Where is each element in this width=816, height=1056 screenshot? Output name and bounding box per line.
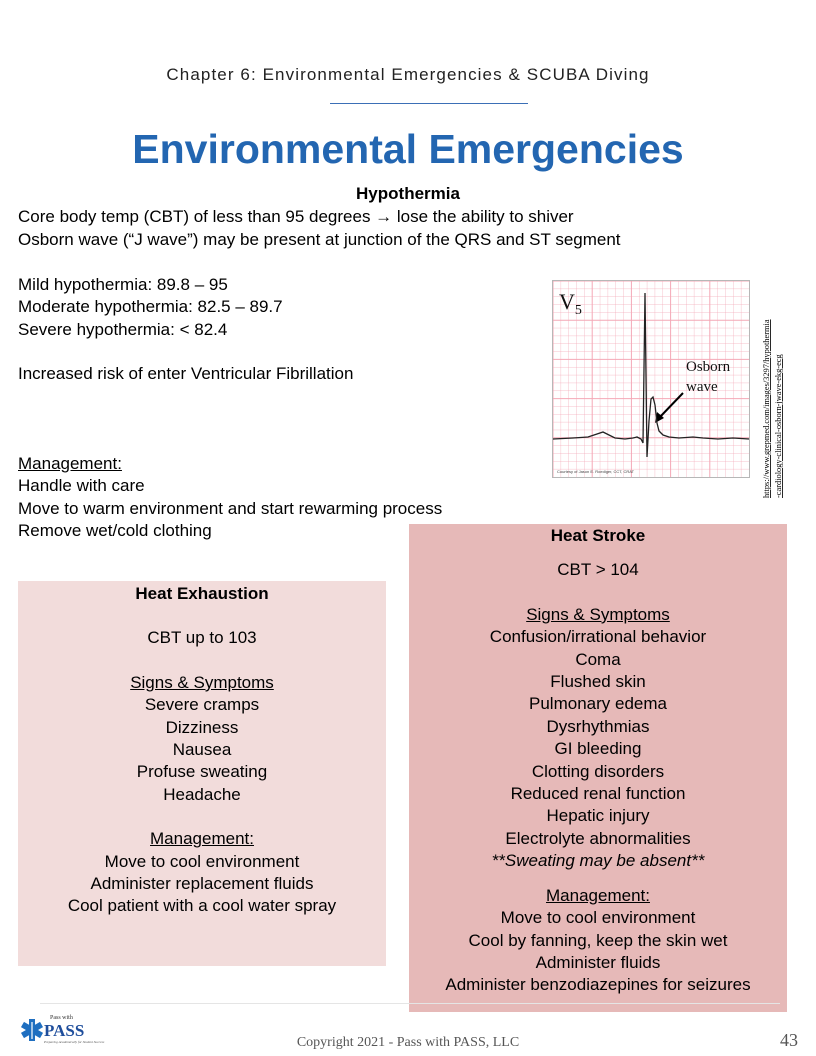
- heat-stroke-sign: Flushed skin: [550, 672, 646, 692]
- heat-exhaustion-sign: Dizziness: [165, 717, 239, 737]
- svg-text:Preparing Academically for Stu: Preparing Academically for Student Success: [44, 1040, 105, 1044]
- heat-stroke-sign: Confusion/irrational behavior: [489, 627, 707, 647]
- ecg-credit: Courtesy of Jason E. Roediger, CCT, CRAT: [557, 469, 635, 474]
- svg-text:PASS: PASS: [44, 1021, 85, 1040]
- hypothermia-heading: Hypothermia: [356, 184, 460, 203]
- heat-stroke-heading: Heat Stroke: [550, 526, 646, 545]
- footer-divider: [40, 1003, 780, 1004]
- hypothermia-management-item: Handle with care: [18, 476, 145, 495]
- heat-stroke-sweating-note: **Sweating may be absent**: [491, 851, 705, 871]
- ecg-lead-label: $V_5$: [559, 289, 582, 318]
- hypothermia-management-item: Remove wet/cold clothing: [18, 521, 212, 540]
- heat-stroke-sign: Hepatic injury: [546, 806, 650, 826]
- heat-stroke-sign: Clotting disorders: [531, 761, 665, 781]
- heat-exhaustion-sign: Severe cramps: [144, 695, 260, 715]
- heat-exhaustion-management-item: Cool patient with a cool water spray: [67, 896, 337, 916]
- heat-exhaustion-cbt: CBT up to 103: [147, 628, 257, 648]
- heat-stroke-sign: Reduced renal function: [510, 784, 686, 804]
- heat-stroke-sign: Dysrhythmias: [546, 716, 650, 736]
- heat-stroke-cbt: CBT > 104: [557, 560, 639, 580]
- ecg-osborn-label: Osborn: [686, 359, 731, 375]
- svg-text:Pass with: Pass with: [50, 1015, 73, 1021]
- heat-stroke-management-item: Administer benzodiazepines for seizures: [445, 975, 751, 995]
- ecg-strip: [553, 281, 749, 477]
- heat-stroke-management-item: Move to cool environment: [500, 908, 696, 928]
- heat-exhaustion-sign: Headache: [163, 784, 241, 804]
- copyright: Copyright 2021 - Pass with PASS, LLC: [296, 1035, 520, 1050]
- heat-exhaustion-sign: Profuse sweating: [136, 762, 268, 782]
- heat-stroke-management-item: Administer fluids: [535, 952, 661, 972]
- hypothermia-vfib-risk: Increased risk of enter Ventricular Fibrillation: [18, 364, 354, 383]
- hypothermia-moderate: Moderate hypothermia: 82.5 – 89.7: [18, 297, 283, 316]
- heat-stroke-signs-label: Signs & Symptoms: [526, 604, 670, 624]
- hypothermia-severe: Severe hypothermia: < 82.4: [18, 320, 228, 339]
- heat-stroke-management-label: Management:: [546, 885, 650, 905]
- heat-exhaustion-box: [18, 581, 386, 966]
- page-title: Environmental Emergencies: [132, 126, 684, 172]
- heat-stroke-box: [409, 524, 787, 1012]
- heat-stroke-sign: Pulmonary edema: [529, 694, 667, 714]
- heat-exhaustion-management-item: Move to cool environment: [104, 851, 300, 871]
- heat-stroke-sign: Coma: [575, 649, 621, 669]
- ecg-source-link[interactable]: [758, 258, 786, 498]
- heat-exhaustion-sign: Nausea: [172, 740, 232, 760]
- ecg-source-line-1[interactable]: https://www.grepmed.com/images/3297/hypothermia: [762, 319, 771, 498]
- ecg-grid: [553, 281, 749, 477]
- hypothermia-management-label: Management:: [18, 454, 122, 473]
- hypothermia-osborn-line: Osborn wave (“J wave”) may be present at junction of the QRS and ST segment: [18, 230, 621, 249]
- heat-exhaustion-management-label: Management:: [150, 829, 254, 849]
- heat-stroke-sign: Electrolyte abnormalities: [505, 828, 691, 848]
- page-number: 43: [780, 1030, 798, 1050]
- ecg-wave-label: wave: [686, 379, 718, 395]
- chapter-divider: [330, 103, 528, 104]
- heat-exhaustion-management-item: Administer replacement fluids: [90, 874, 314, 894]
- heat-stroke-sign: GI bleeding: [554, 739, 642, 759]
- hypothermia-management-item: Move to warm environment and start rewarming process: [18, 499, 443, 518]
- heat-stroke-management-item: Cool by fanning, keep the skin wet: [468, 930, 728, 950]
- heat-exhaustion-signs-label: Signs & Symptoms: [130, 672, 274, 692]
- chapter-title: Chapter 6: Environmental Emergencies & SCUBA Diving: [166, 65, 650, 84]
- ecg-figure: [552, 280, 750, 478]
- heat-exhaustion-heading: Heat Exhaustion: [135, 584, 269, 603]
- ecg-source-line-2[interactable]: -cardiology-clinical-osborn-jwave-ekg-ecg: [774, 354, 783, 498]
- hypothermia-cbt-line: Core body temp (CBT) of less than 95 degrees → lose the ability to shiver: [18, 207, 574, 226]
- hypothermia-mild: Mild hypothermia: 89.8 – 95: [18, 275, 228, 294]
